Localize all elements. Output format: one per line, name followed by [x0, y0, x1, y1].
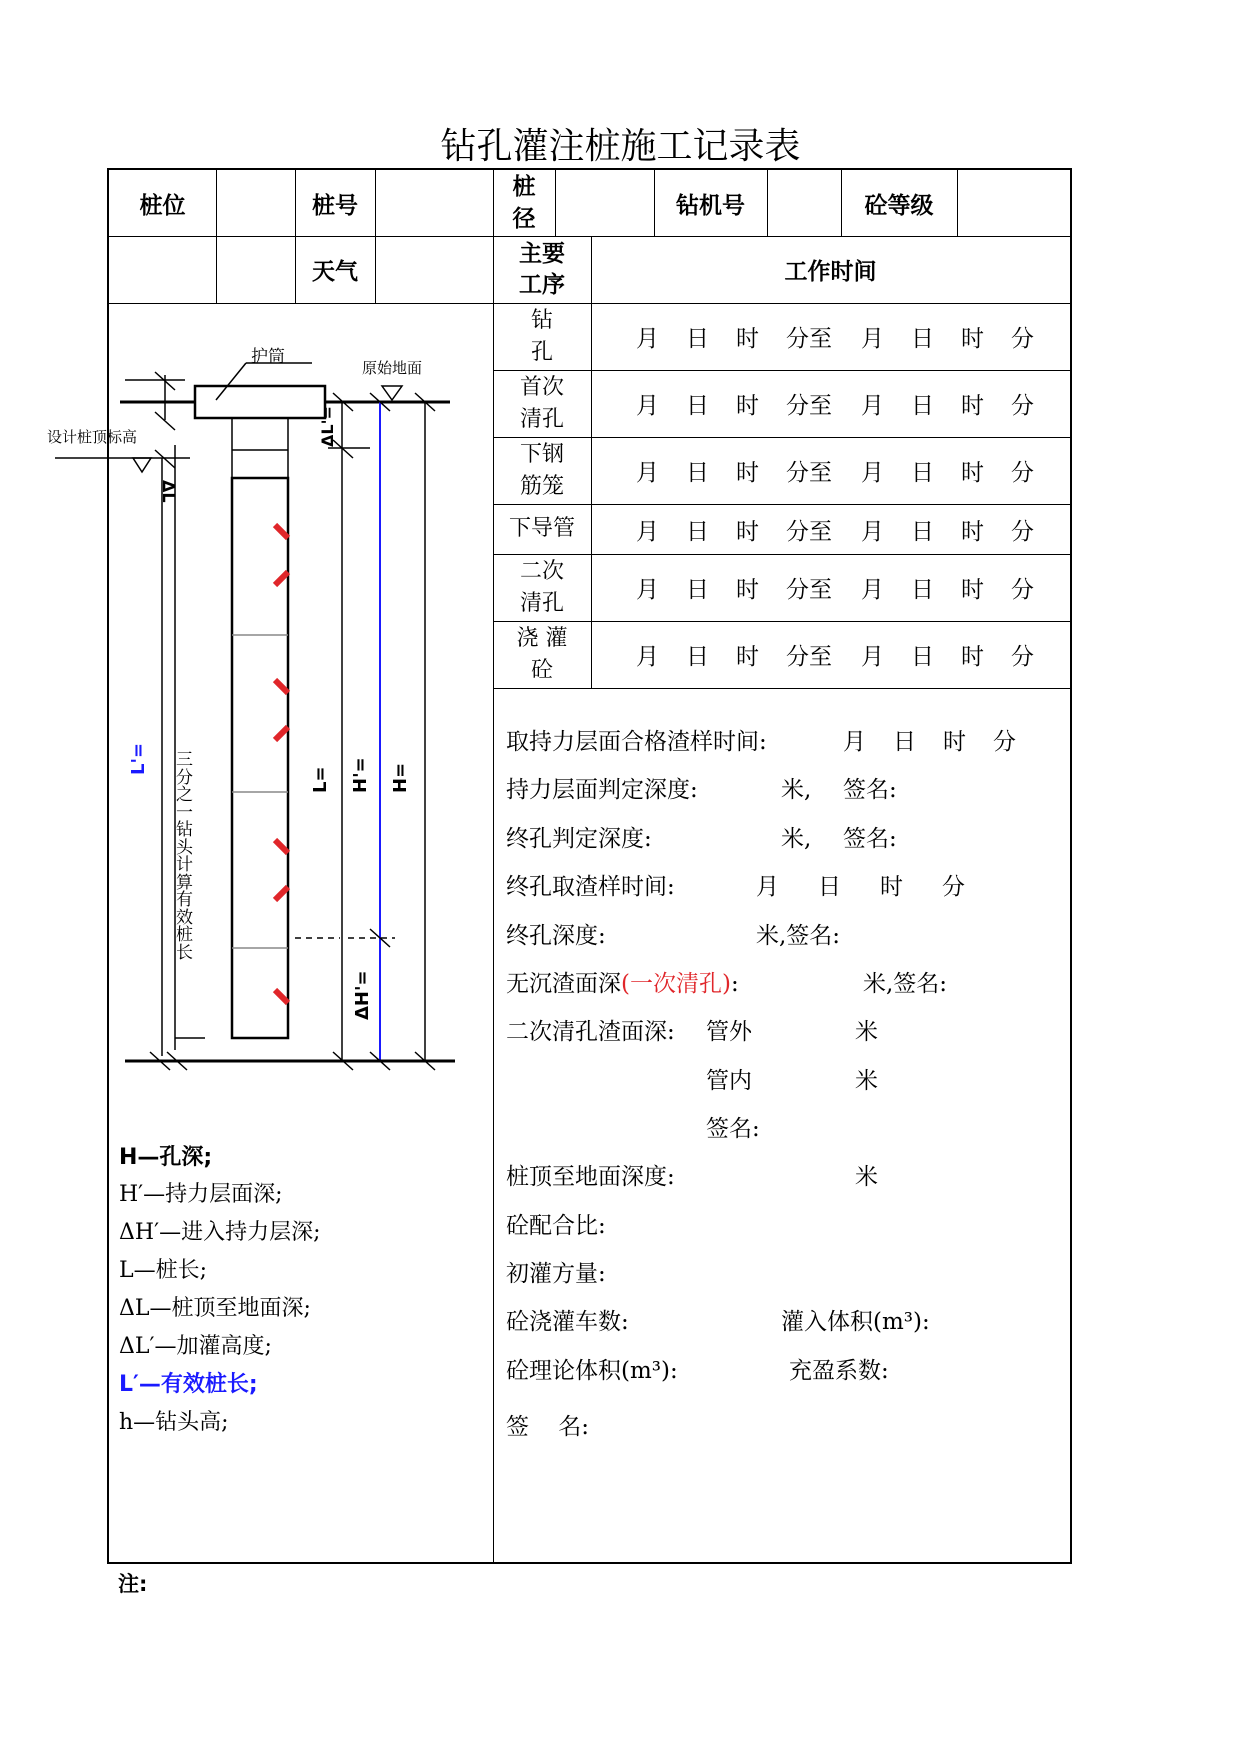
- l-prime-label: L'=: [128, 742, 149, 775]
- legend-item: h—钻头高;: [119, 1410, 229, 1435]
- design-top-label: 设计桩顶标高: [47, 428, 138, 446]
- process-steel-cage: 下钢筋笼: [519, 441, 564, 499]
- label-main-process: 主要工序: [519, 240, 565, 298]
- mix-ratio-label: 砼配合比:: [506, 1213, 606, 1239]
- slag-time-label: 取持力层面合格渣样时间:: [506, 729, 767, 755]
- time-row[interactable]: 月 日 时 分至 月 日 时 分: [636, 393, 1034, 419]
- label-pile-position: 桩位: [139, 192, 186, 219]
- l-label: L=: [310, 766, 331, 793]
- original-ground-label: 原始地面: [362, 359, 423, 377]
- unit-hour: 时: [943, 729, 966, 755]
- process-conduit: 下导管: [508, 516, 575, 541]
- poured-volume-label: 灌入体积(m³):: [781, 1309, 930, 1335]
- pipe-outer-label: 管外: [706, 1019, 752, 1045]
- delta-l-label: ΔL: [159, 480, 178, 503]
- meter-sign: 米,签名:: [756, 923, 841, 949]
- unit-meter: 米,: [781, 826, 812, 852]
- initial-volume-label: 初灌方量:: [506, 1261, 606, 1287]
- h-label: H=: [390, 762, 411, 793]
- unit-minute: 分: [942, 874, 965, 900]
- theory-volume-label: 砼理论体积(m³):: [506, 1358, 678, 1384]
- delta-h-prime-label: ΔH'=: [352, 970, 373, 1020]
- unit-meter: 米: [855, 1164, 878, 1190]
- process-drilling: 钻 孔: [530, 307, 553, 365]
- legend-item: L′—有效桩长;: [119, 1372, 258, 1397]
- legend-item: L—桩长;: [119, 1258, 208, 1283]
- truck-count-label: 砼浇灌车数:: [506, 1309, 629, 1335]
- unit-meter: 米,: [781, 777, 812, 803]
- label-concrete-grade: 砼等级: [864, 192, 934, 219]
- label-work-time: 工作时间: [784, 259, 877, 285]
- time-row[interactable]: 月 日 时 分至 月 日 时 分: [636, 518, 1034, 545]
- process-first-clean: 首次清孔: [519, 374, 564, 432]
- unit-day: 日: [893, 729, 916, 755]
- label-pile-number: 桩号: [312, 192, 358, 219]
- sign-label: 签名:: [843, 826, 897, 852]
- pile-top-depth-label: 桩顶至地面深度:: [506, 1164, 675, 1190]
- colon: :: [730, 971, 739, 997]
- delta-l-prime-label: ΔL'=: [318, 406, 337, 447]
- meter-sign: 米,签名:: [863, 971, 948, 997]
- legend-item: ΔL—桩顶至地面深;: [119, 1296, 311, 1321]
- legend-item: ΔL′—加灌高度;: [119, 1334, 272, 1359]
- time-row[interactable]: 月 日 时 分至 月 日 时 分: [636, 326, 1034, 352]
- unit-hour: 时: [880, 874, 903, 900]
- one-third-note: 三分之一钻头计算有效桩长: [176, 750, 193, 963]
- note-label: 注:: [118, 1572, 148, 1596]
- label-rig-number: 钻机号: [676, 192, 745, 219]
- legend-item: ΔH′—进入持力层深;: [119, 1220, 321, 1245]
- sign-label: 签名:: [843, 777, 897, 803]
- legend-item: H—孔深;: [119, 1145, 213, 1170]
- time-row[interactable]: 月 日 时 分至 月 日 时 分: [636, 577, 1034, 603]
- fill-factor-label: 充盈系数:: [789, 1358, 889, 1384]
- pipe-inner-label: 管内: [706, 1068, 752, 1094]
- h-prime-label: H'=: [350, 757, 371, 793]
- legend-item: H′—持力层面深;: [119, 1182, 283, 1207]
- label-pile-diameter: 桩径: [512, 174, 536, 232]
- final-depth-judge-label: 终孔判定深度:: [506, 826, 652, 852]
- final-sample-time-label: 终孔取渣样时间:: [506, 874, 675, 900]
- unit-meter: 米: [855, 1019, 878, 1045]
- first-clean-note: (一次清孔): [621, 971, 731, 997]
- sign-label: 签名:: [706, 1116, 760, 1142]
- label-weather: 天气: [312, 259, 358, 285]
- unit-day: 日: [818, 874, 841, 900]
- no-sediment-label: 无沉渣面深: [506, 971, 621, 997]
- signature-label: 签 名:: [506, 1414, 590, 1440]
- time-row[interactable]: 月 日 时 分至 月 日 时 分: [636, 644, 1034, 670]
- unit-month: 月: [756, 874, 779, 900]
- process-second-clean: 二次清孔: [519, 558, 564, 616]
- casing-label: 护筒: [251, 347, 285, 367]
- unit-month: 月: [843, 729, 866, 755]
- second-clean-label: 二次清孔渣面深:: [506, 1019, 675, 1045]
- unit-meter: 米: [855, 1068, 878, 1094]
- final-depth-label: 终孔深度:: [506, 923, 606, 949]
- unit-minute: 分: [993, 729, 1016, 755]
- process-pouring: 浇 灌 砼: [516, 625, 568, 683]
- time-row[interactable]: 月 日 时 分至 月 日 时 分: [636, 460, 1034, 486]
- page-title: 钻孔灌注桩施工记录表: [440, 126, 801, 167]
- bearing-depth-label: 持力层面判定深度:: [506, 777, 698, 803]
